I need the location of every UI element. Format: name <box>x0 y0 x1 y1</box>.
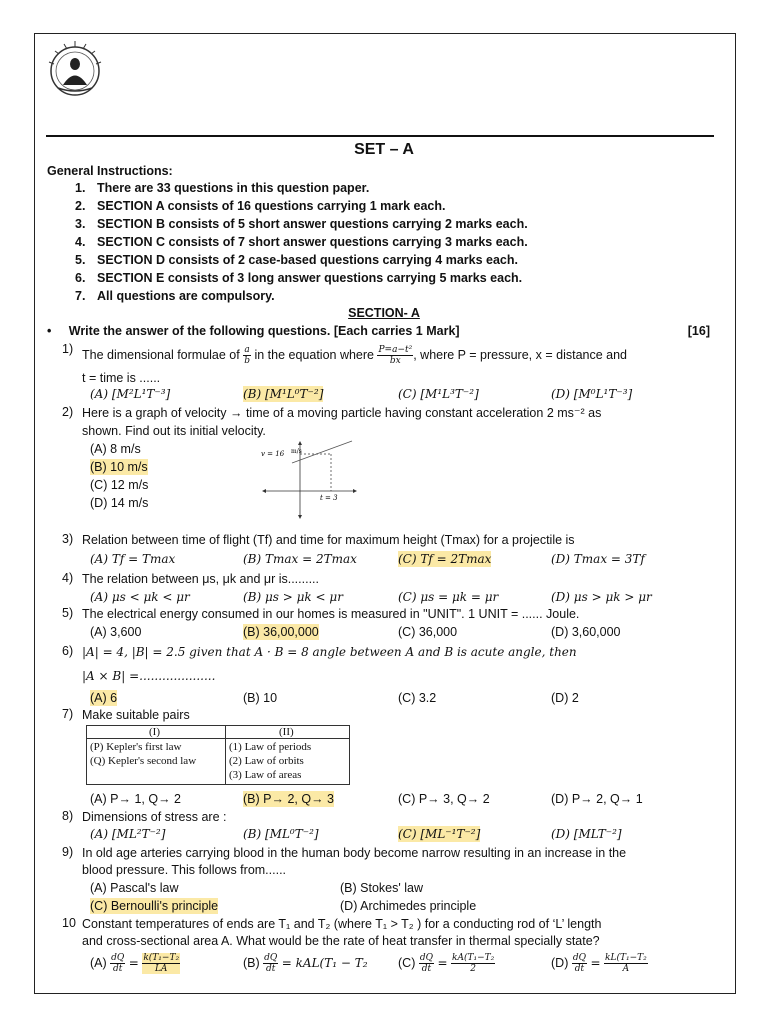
option-b-correct[interactable]: (B) [M¹L⁰T⁻²] <box>243 387 324 401</box>
table-cell: (1) Law of periods <box>229 741 312 753</box>
option-a[interactable]: (A) P→ 1, Q→ 2 <box>90 792 181 806</box>
question-number: 1) <box>62 342 74 356</box>
question-text: Dimensions of stress are : <box>82 810 227 824</box>
question-text: t = time is ...... <box>82 371 161 385</box>
fraction: $\frac{a}{b}$ <box>244 345 250 366</box>
section-instruction: • Write the answer of the following questions. [Each carries 1 Mark] <box>47 324 460 338</box>
graph-unit-label: m/s <box>291 448 302 455</box>
question-number: 6) <box>62 644 74 658</box>
question-number: 5) <box>62 606 74 620</box>
option-b[interactable]: (B) 10 <box>243 691 278 705</box>
question-number: 10 <box>62 916 76 930</box>
question-number: 9) <box>62 845 74 859</box>
question-text: In old age arteries carrying blood in the human body become narrow resulting in an increase in the <box>82 846 627 860</box>
instruction-item: 2. SECTION A consists of 16 questions carrying 1 mark each. <box>75 199 446 213</box>
question-number: 3) <box>62 532 74 546</box>
instruction-item: 1. There are 33 questions in this question paper. <box>75 181 370 195</box>
option-b[interactable]: (B) Tmax = 2Tmax <box>243 552 357 566</box>
option-c-correct[interactable]: (C) Tf = 2Tmax <box>398 552 492 566</box>
option-c[interactable]: (C) 12 m/s <box>90 478 149 492</box>
option-c[interactable]: (C) $\frac{dQ}{dt}$ = $\frac{\text{kA(T₁−T₂}}{2}$ <box>398 953 495 974</box>
graph-v-label: v = 16 <box>261 450 285 458</box>
option-c[interactable]: (C) 3.2 <box>398 691 437 705</box>
table-header: (II) <box>279 726 294 738</box>
table-header: (I) <box>149 726 160 738</box>
question-text: |A| = 4, |B| = 2.5 given that A · B = 8 angle between A and B is acute angle, then <box>82 645 577 659</box>
option-c[interactable]: (C) 36,000 <box>398 625 458 639</box>
option-d[interactable]: (D) Archimedes principle <box>340 899 477 913</box>
option-d[interactable]: (D) Tmax = 3Tf <box>551 552 645 566</box>
option-d[interactable]: (D) [MLT⁻²] <box>551 827 622 841</box>
pairs-table <box>86 725 350 785</box>
option-d[interactable]: (D) μs > μk > μr <box>551 590 652 604</box>
question-text: The relation between μs, μk and μr is......... <box>82 572 319 586</box>
question-text: |A × B| =.................... <box>82 669 216 683</box>
question-number: 8) <box>62 809 74 823</box>
option-a-correct[interactable]: (A) $\frac{dQ}{dt}$ = $\frac{\text{k(T₁−T₂}}{LA}$ <box>90 953 180 974</box>
table-cell: (2) Law of orbits <box>229 755 304 767</box>
instruction-item: 4. SECTION C consists of 7 short answer questions carrying 3 marks each. <box>75 235 528 249</box>
option-d[interactable]: (D) 14 m/s <box>90 496 149 510</box>
question-number: 2) <box>62 405 74 419</box>
option-d[interactable]: (D) P→ 2, Q→ 1 <box>551 792 643 806</box>
question-text: and cross-sectional area A. What would be the rate of heat transfer in thermal specially state? <box>82 934 600 948</box>
header-rule <box>46 135 714 137</box>
option-b[interactable]: (B) μs > μk < μr <box>243 590 343 604</box>
question-text: Constant temperatures of ends are T₁ and T₂ (where T₁ > T₂ ) for a conducting rod of ‘L’ length <box>82 917 602 931</box>
option-a-correct[interactable]: (A) 6 <box>90 691 118 705</box>
question-number: 4) <box>62 571 74 585</box>
option-b-correct[interactable]: (B) P→ 2, Q→ 3 <box>243 792 334 806</box>
option-a[interactable]: (A) 8 m/s <box>90 442 141 456</box>
table-cell: (P) Kepler's first law <box>90 741 182 753</box>
option-c-correct[interactable]: (C) Bernoulli's principle <box>90 899 219 913</box>
option-a[interactable]: (A) μs < μk < μr <box>90 590 190 604</box>
instructions-heading: General Instructions: <box>47 164 173 178</box>
table-cell: (Q) Kepler's second law <box>90 755 197 767</box>
fraction: $\frac{\text{P=a−t²}}{bx}$ <box>378 345 413 366</box>
option-a[interactable]: (A) Tf = Tmax <box>90 552 176 566</box>
option-a[interactable]: (A) [M²L¹T⁻³] <box>90 387 171 401</box>
instruction-item: 3. SECTION B consists of 5 short answer questions carrying 2 marks each. <box>75 217 528 231</box>
section-marks: [16] <box>687 324 710 338</box>
question-text: Relation between time of flight (Tf) and time for maximum height (Tmax) for a projectile is <box>82 533 575 547</box>
set-title: SET – A <box>354 141 414 158</box>
question-text: The electrical energy consumed in our homes is measured in "UNIT". 1 UNIT = ...... Joule. <box>82 607 580 621</box>
option-a[interactable]: (A) 3,600 <box>90 625 142 639</box>
option-a[interactable]: (A) [ML²T⁻²] <box>90 827 166 841</box>
question-text: The dimensional formulae of $\frac{a}{b}$ in the equation where $\frac{\text{P=a−t²}}{bx}$ , where P = pressure, x = distance and <box>82 345 628 366</box>
option-b[interactable]: (B) $\frac{dQ}{dt}$ = kAL(T₁ − T₂ <box>243 953 368 974</box>
option-b[interactable]: (B) Stokes' law <box>340 881 423 895</box>
option-c[interactable]: (C) [M¹L³T⁻²] <box>398 387 479 401</box>
option-b[interactable]: (B) [ML⁰T⁻²] <box>243 827 319 841</box>
option-a[interactable]: (A) Pascal's law <box>90 881 179 895</box>
question-text: shown. Find out its initial velocity. <box>82 424 266 438</box>
instruction-item: 5. SECTION D consists of 2 case-based questions carrying 4 marks each. <box>75 253 518 267</box>
option-c[interactable]: (C) μs = μk = μr <box>398 590 499 604</box>
option-d[interactable]: (D) 3,60,000 <box>551 625 621 639</box>
option-d[interactable]: (D) $\frac{dQ}{dt}$ = $\frac{\text{kL(T₁−T₂}}{A}$ <box>551 953 647 974</box>
velocity-time-graph <box>258 440 358 520</box>
instruction-item: 7. All questions are compulsory. <box>75 289 275 303</box>
option-c-correct[interactable]: (C) [ML⁻¹T⁻²] <box>398 827 481 841</box>
graph-t-label: t = 3 <box>320 494 338 502</box>
instruction-item: 6. SECTION E consists of 3 long answer questions carrying 5 marks each. <box>75 271 523 285</box>
option-d[interactable]: (D) 2 <box>551 691 579 705</box>
school-logo-icon <box>44 38 106 100</box>
table-cell: (3) Law of areas <box>229 769 302 781</box>
option-b-correct[interactable]: (B) 36,00,000 <box>243 625 319 639</box>
question-text: Make suitable pairs <box>82 708 190 722</box>
option-d[interactable]: (D) [M⁰L¹T⁻³] <box>551 387 633 401</box>
option-c[interactable]: (C) P→ 3, Q→ 2 <box>398 792 490 806</box>
section-title: SECTION- A <box>348 306 420 320</box>
option-b-correct[interactable]: (B) 10 m/s <box>90 460 148 474</box>
question-text: Here is a graph of velocity → time of a moving particle having constant acceleration 2 ms⁻² as <box>82 406 602 420</box>
question-number: 7) <box>62 707 74 721</box>
question-text: blood pressure. This follows from...... <box>82 863 287 877</box>
